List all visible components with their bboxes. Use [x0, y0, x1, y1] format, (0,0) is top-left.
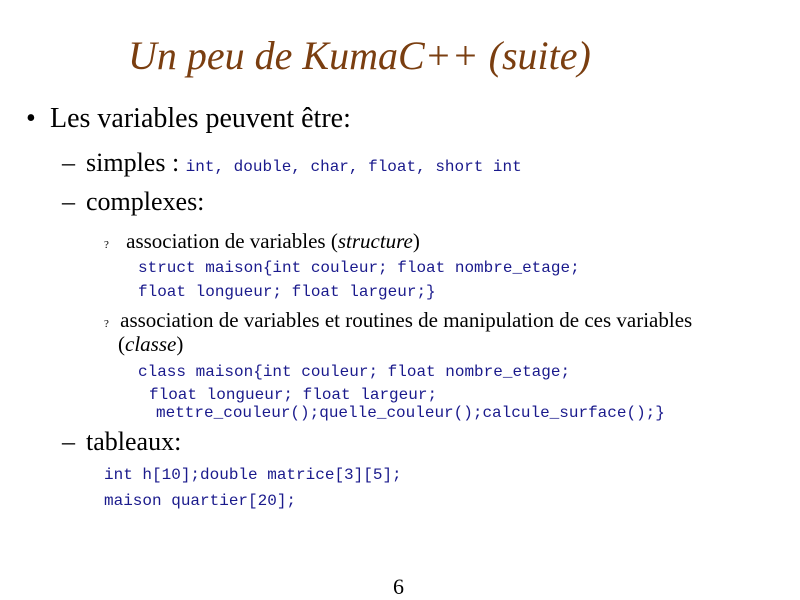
structure-text-after: ): [412, 229, 420, 253]
tableaux-code-line: int h[10];double matrice[3][5];: [104, 466, 402, 484]
classe-text-line1: association de variables et routines de manipulation de ces variables: [120, 308, 693, 332]
complexes-label: complexes:: [86, 187, 205, 216]
tableaux-label: tableaux:: [86, 427, 182, 456]
bullet-text: Les variables peuvent être:: [50, 103, 351, 134]
structure-text-em: structure: [337, 229, 413, 253]
dash-item-simples: [62, 149, 522, 178]
simples-label: simples :: [86, 148, 180, 177]
dash-item-complexes: [62, 188, 204, 217]
slide-title: Un peu de KumaC++ (suite): [128, 33, 591, 78]
dash-item-tableaux: [62, 428, 181, 457]
bullet-icon: •: [26, 103, 36, 134]
page-number: 6: [393, 574, 404, 599]
dash-icon: –: [62, 148, 75, 177]
sub-item-classe: [104, 308, 692, 332]
classe-code-line: class maison{int couleur; float nombre_etage;: [138, 363, 571, 381]
classe-text-before: (: [118, 332, 125, 356]
question-mark-icon: ?: [104, 239, 109, 251]
structure-code-line: float longueur; float largeur;}: [138, 283, 436, 301]
simples-code: int, double, char, float, short int: [185, 158, 522, 176]
dash-icon: –: [62, 427, 75, 456]
main-bullet: [26, 104, 351, 135]
sub-item-structure: [104, 229, 420, 253]
question-mark-icon: ?: [104, 318, 109, 330]
classe-code-line: float longueur; float largeur;: [149, 386, 438, 404]
tableaux-code-line: maison quartier[20];: [104, 492, 297, 510]
structure-text-before: association de variables (: [126, 229, 338, 253]
structure-code-line: struct maison{int couleur; float nombre_etage;: [138, 259, 580, 277]
classe-text-line2: [118, 332, 183, 356]
classe-text-after: ): [176, 332, 184, 356]
classe-text-em: classe: [125, 332, 177, 356]
classe-code-line: mettre_couleur();quelle_couleur();calcule_surface();}: [156, 404, 665, 422]
dash-icon: –: [62, 187, 75, 216]
